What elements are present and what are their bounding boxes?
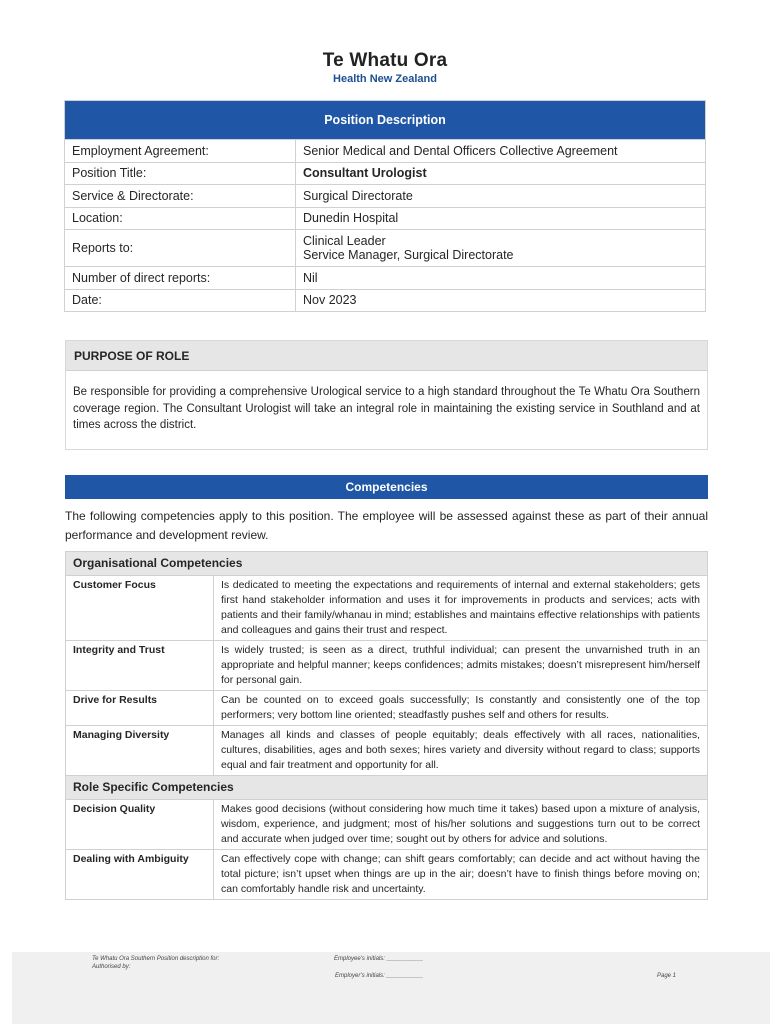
table-row: [65, 140, 706, 163]
role-specific-competencies-heading: Role Specific Competencies: [66, 776, 708, 800]
role-specific-competencies-row: [66, 776, 708, 800]
table-row: [65, 289, 706, 312]
table-row: [66, 576, 708, 641]
direct-reports-value: Nil: [296, 267, 706, 290]
logo-title: Te Whatu Ora: [322, 50, 448, 71]
competency-name: Drive for Results: [66, 691, 214, 726]
position-title-label: Position Title:: [65, 162, 296, 185]
table-row: [66, 641, 708, 691]
direct-reports-label: Number of direct reports:: [65, 267, 296, 290]
footer-page-number: Page 1: [657, 973, 677, 979]
organisational-competencies-heading: Organisational Competencies: [66, 552, 708, 576]
date-value: Nov 2023: [296, 289, 706, 312]
table-row: [65, 230, 706, 267]
service-directorate-value: Surgical Directorate: [296, 185, 706, 208]
reports-to-label: Reports to:: [65, 230, 296, 267]
table-row: [66, 850, 708, 900]
purpose-of-role-section: [65, 340, 708, 450]
position-description-header: Position Description: [65, 101, 706, 140]
competency-description: Makes good decisions (without considering how much time it takes) based upon a mixture of analysis, wisdom, experience, and judgment; most of his/her solutions and suggestions turn out to be correct and accurate when judged over time; sought out by others for advice and solutions.: [214, 800, 708, 850]
competency-description: Is widely trusted; is seen as a direct, truthful individual; can present the unvarnished truth in an appropriate and helpful manner; keeps confidences; admits mistakes; doesn’t misrepresent him/herself for personal gain.: [214, 641, 708, 691]
service-directorate-label: Service & Directorate:: [65, 185, 296, 208]
footer-employer-initials: Employer’s initials: ___________: [335, 973, 424, 979]
table-row: [65, 185, 706, 208]
employment-agreement-label: Employment Agreement:: [65, 140, 296, 163]
table-row: [65, 162, 706, 185]
employment-agreement-value: Senior Medical and Dental Officers Collective Agreement: [296, 140, 706, 163]
competency-description: Manages all kinds and classes of people equitably; deals effectively with all races, nationalities, cultures, disabilities, ages and both sexes; hires variety and diversity without regard to class; supports equal and fair treatment and opportunity for all.: [214, 726, 708, 776]
date-label: Date:: [65, 289, 296, 312]
location-label: Location:: [65, 207, 296, 230]
reports-to-line2: Service Manager, Surgical Directorate: [303, 248, 514, 262]
organisational-competencies-row: [66, 552, 708, 576]
footer-authorised-by: Authorised by:: [92, 964, 131, 970]
competency-description: Can effectively cope with change; can shift gears comfortably; can decide and act without having the total picture; isn’t upset when things are up in the air; doesn’t have to finish things before moving on; can comfortably handle risk and uncertainty.: [214, 850, 708, 900]
reports-to-line1: Clinical Leader: [303, 234, 386, 248]
competency-description: Is dedicated to meeting the expectations and requirements of internal and external stakeholders; gets first hand stakeholder information and uses it for improvements in products and services; acts with patients and their family/whanau in mind; establishes and maintains effective relationships with patients and colleagues and gains their trust and respect.: [214, 576, 708, 641]
competencies-intro: The following competencies apply to this position. The employee will be assessed against these as part of their annual performance and development review.: [65, 509, 708, 542]
table-row: [66, 691, 708, 726]
reports-to-value: [296, 230, 706, 267]
footer-employee-initials: Employee’s initials: ___________: [334, 956, 424, 962]
competency-description: Can be counted on to exceed goals successfully; Is constantly and consistently one of the top performers; very bottom line oriented; steadfastly pushes self and others for results.: [214, 691, 708, 726]
competencies-table: [65, 551, 708, 900]
location-value: Dunedin Hospital: [296, 207, 706, 230]
competency-name: Managing Diversity: [66, 726, 214, 776]
purpose-of-role-text: Be responsible for providing a comprehensive Urological service to a high standard throughout the Te Whatu Ora Southern coverage region. The Consultant Urologist will take an integral role in maintaining the existing service in Southland and at times across the district.: [73, 386, 700, 431]
table-row: [66, 726, 708, 776]
page-footer: [12, 952, 770, 1024]
footer-position-description: Te Whatu Ora Southern Position description for:: [92, 956, 220, 962]
purpose-of-role-heading: PURPOSE OF ROLE: [66, 341, 707, 371]
competency-name: Integrity and Trust: [66, 641, 214, 691]
logo: [0, 50, 770, 85]
logo-subtitle: Health New Zealand: [333, 73, 437, 85]
competency-name: Customer Focus: [66, 576, 214, 641]
position-description-table: [64, 100, 706, 312]
competency-name: Decision Quality: [66, 800, 214, 850]
competencies-heading: Competencies: [65, 475, 708, 499]
table-row: [66, 800, 708, 850]
table-row: [65, 267, 706, 290]
position-title-value: Consultant Urologist: [296, 162, 706, 185]
table-row: [65, 207, 706, 230]
competency-name: Dealing with Ambiguity: [66, 850, 214, 900]
